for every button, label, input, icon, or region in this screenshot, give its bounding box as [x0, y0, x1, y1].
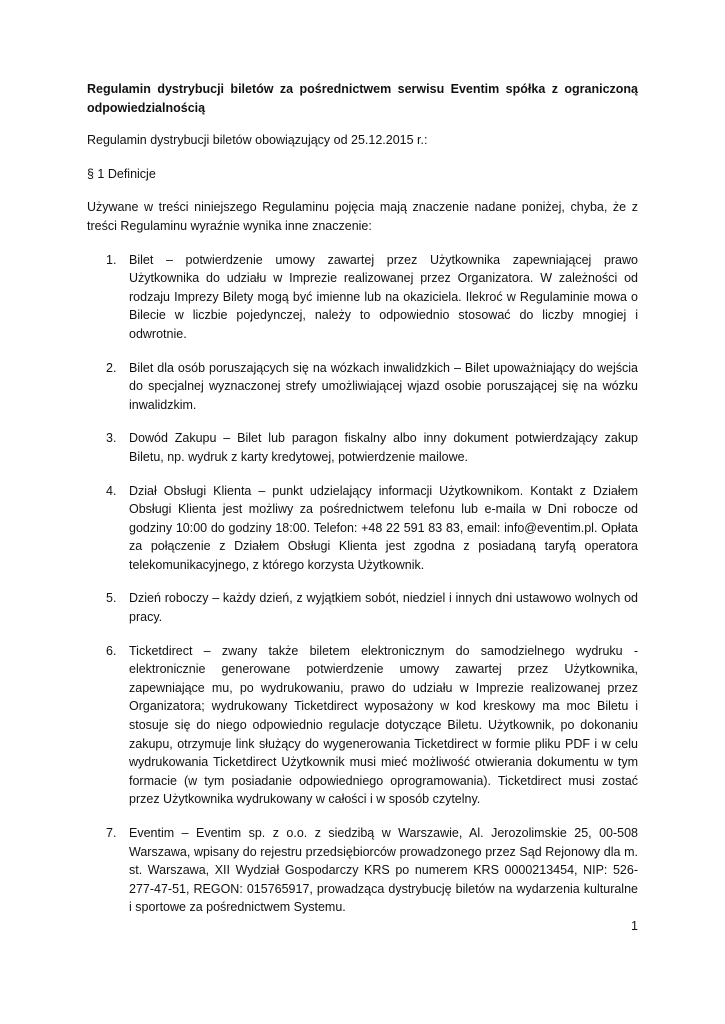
definition-number: 1. — [106, 252, 117, 267]
section-heading: § 1 Definicje — [87, 166, 156, 181]
definition-item — [87, 642, 638, 809]
definition-item — [87, 482, 638, 575]
page-number: 1 — [631, 919, 638, 933]
definition-text: Dział Obsługi Klienta – punkt udzielający informacji Użytkownikom. Kontakt z Działem Obsługi Klienta jest możliwy za pośrednictwem telefonu lub e-maila w Dni robocze od godziny 10:00 do godziny 18:00. Telefon: +48 22 591 83 83, email: info@eventim.pl. Opłata za połączenie z Działem Obsługi Klienta jest zgodna z posiadaną taryfą operatora telekomunikacyjnego, z którego korzysta Użytkownik. — [129, 483, 638, 572]
definition-item — [87, 429, 638, 466]
definition-text: Ticketdirect – zwany także biletem elektronicznym do samodzielnego wydruku - elektronicznie generowane potwierdzenie umowy zawartej przez Użytkownika, zapewniające mu, po wydrukowaniu, prawo do udziału w Imprezie realizowanej przez Organizatora; wydrukowany Ticketdirect wyposażony w kod kreskowy ma moc Biletu i stosuje się do niego odpowiednio regulacje dotyczące Biletu. Użytkownik, po dokonaniu zakupu, otrzymuje link służący do wygenerowania Ticketdirect w formie pliku PDF i w celu wydrukowania Ticketdirect Użytkownik musi mieć możliwość otwierania dokumentu w tym formacie (w tym posiadanie odpowiedniego oprogramowania). Ticketdirect musi zostać przez Użytkownika wydrukowany w całości i w sposób czytelny. — [129, 643, 638, 807]
definition-number: 6. — [106, 643, 117, 658]
definition-number: 3. — [106, 431, 117, 446]
definition-text: Bilet dla osób poruszających się na wózkach inwalidzkich – Bilet upoważniający do wejścia do specjalnej wyznaczonej strefy umożliwiającej wjazd osobie poruszającej się na wózku inwalidzkim. — [129, 360, 638, 412]
intro-paragraph: Używane w treści niniejszego Regulaminu pojęcia mają znaczenie nadane poniżej, chyba, że z treści Regulaminu wyraźnie wynika inne znaczenie: — [87, 200, 638, 233]
definition-text: Eventim – Eventim sp. z o.o. z siedzibą w Warszawie, Al. Jerozolimskie 25, 00-508 Warszawa, wpisany do rejestru przedsiębiorców prowadzonego przez Sąd Rejonowy dla m. st. Warszawa, XII Wydział Gospodarczy KRS po numerem KRS 0000213454, NIP: 526-277-47-51, REGON: 015765917, prowadząca dystrybucję biletów na wydarzenia kulturalne i sportowe za pośrednictwem Systemu. — [129, 826, 638, 915]
definition-item — [87, 359, 638, 415]
definition-item — [87, 589, 638, 626]
definition-text: Bilet – potwierdzenie umowy zawartej przez Użytkownika zapewniającej prawo Użytkownika do udziału w Imprezie realizowanej przez Organizatora. W zależności od rodzaju Imprezy Bilety mogą być imienne lub na okaziciela. Ilekroć w Regulaminie mowa o Bilecie w liczbie pojedynczej, należy to odpowiednio stosować do liczby mnogiej i odwrotnie. — [129, 252, 638, 341]
definition-number: 7. — [106, 826, 117, 840]
definition-number: 2. — [106, 360, 117, 375]
definition-item — [87, 824, 638, 917]
definition-item — [87, 251, 638, 344]
document-title: Regulamin dystrybucji biletów za pośrednictwem serwisu Eventim spółka z ograniczoną odpowiedzialnością — [87, 82, 638, 115]
definition-text: Dzień roboczy – każdy dzień, z wyjątkiem sobót, niedziel i innych dni ustawowo wolnych od pracy. — [129, 591, 638, 625]
definition-number: 5. — [106, 591, 117, 606]
definitions-list — [87, 251, 638, 917]
definition-text: Dowód Zakupu – Bilet lub paragon fiskalny albo inny dokument potwierdzający zakup Biletu, np. wydruk z karty kredytowej, potwierdzenie mailowe. — [129, 431, 638, 464]
document-body — [87, 80, 638, 932]
effective-date-line: Regulamin dystrybucji biletów obowiązujący od 25.12.2015 r.: — [87, 133, 428, 148]
definition-number: 4. — [106, 483, 117, 498]
